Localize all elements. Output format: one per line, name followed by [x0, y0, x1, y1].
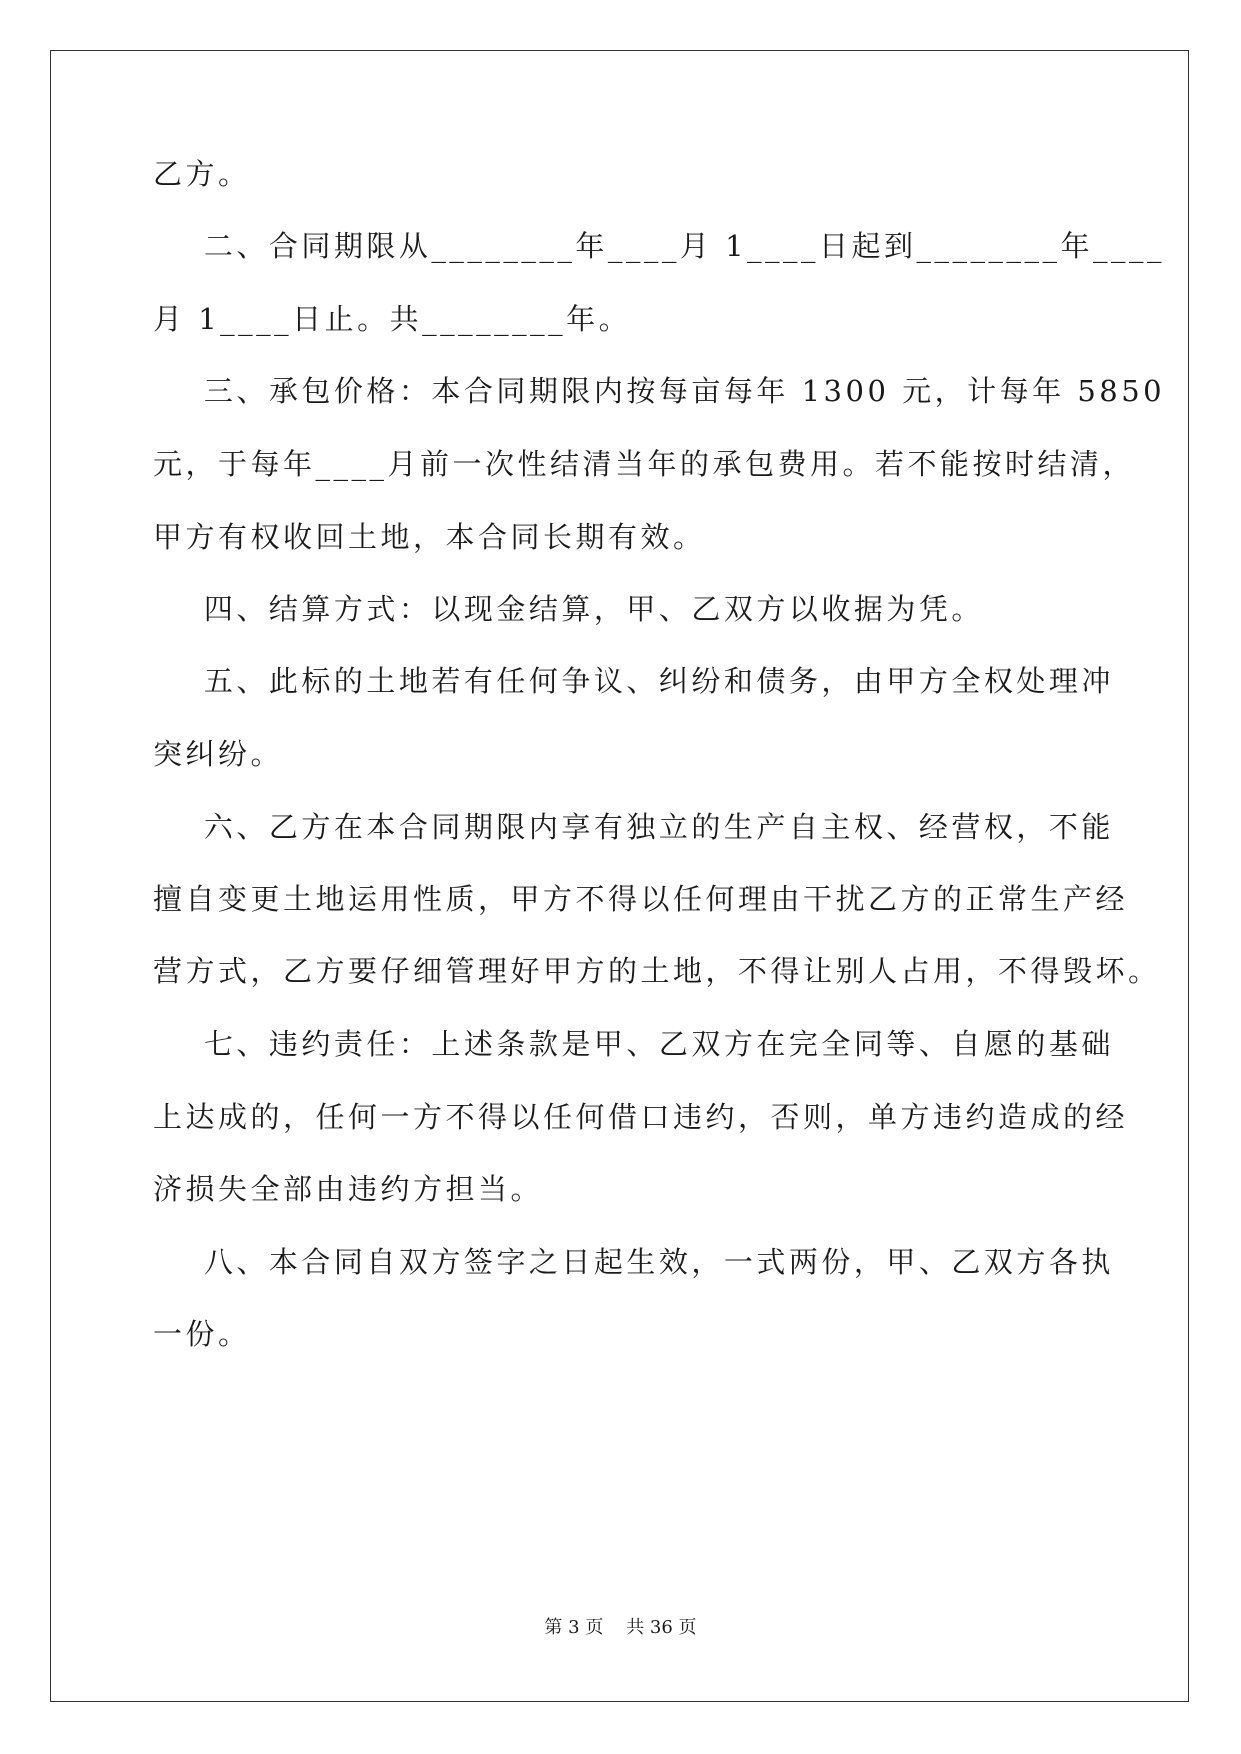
text-line: 七、违约责任：上述条款是甲、乙双方在完全同等、自愿的基础 [153, 1027, 1114, 1061]
text-line: 八、本合同自双方签字之日起生效，一式两份，甲、乙双方各执 [153, 1245, 1114, 1279]
text-line: 乙方。 [153, 157, 251, 191]
text-line: 突纠纷。 [153, 737, 284, 771]
text-line: 三、承包价格：本合同期限内按每亩每年 1300 元，计每年 5850 [153, 374, 1166, 408]
text-line: 元，于每年____月前一次性结清当年的承包费用。若不能按时结清， [153, 447, 1136, 481]
text-line: 济损失全部由违约方担当。 [153, 1172, 544, 1206]
text-line: 擅自变更土地运用性质，甲方不得以任何理由干扰乙方的正常生产经 [153, 882, 1129, 916]
text-line: 月 1____日止。共________年。 [153, 302, 632, 336]
page-border [50, 50, 1189, 1702]
page-number: 第 3 页 共 36 页 [544, 1617, 697, 1638]
text-line: 上达成的，任何一方不得以任何借口违约，否则，单方违约造成的经 [153, 1100, 1129, 1134]
text-line: 四、结算方式：以现金结算，甲、乙双方以收据为凭。 [153, 592, 984, 626]
text-line: 甲方有权收回土地，本合同长期有效。 [153, 520, 706, 554]
text-line: 一份。 [153, 1317, 251, 1351]
text-line: 五、此标的土地若有任何争议、纠纷和债务，由甲方全权处理冲 [153, 664, 1114, 698]
text-line: 营方式，乙方要仔细管理好甲方的土地，不得让别人占用，不得毁坏。 [153, 954, 1161, 988]
text-line: 二、合同期限从________年____月 1____日起到________年____ [153, 229, 1166, 263]
text-line: 六、乙方在本合同期限内享有独立的生产自主权、经营权，不能 [153, 810, 1114, 844]
